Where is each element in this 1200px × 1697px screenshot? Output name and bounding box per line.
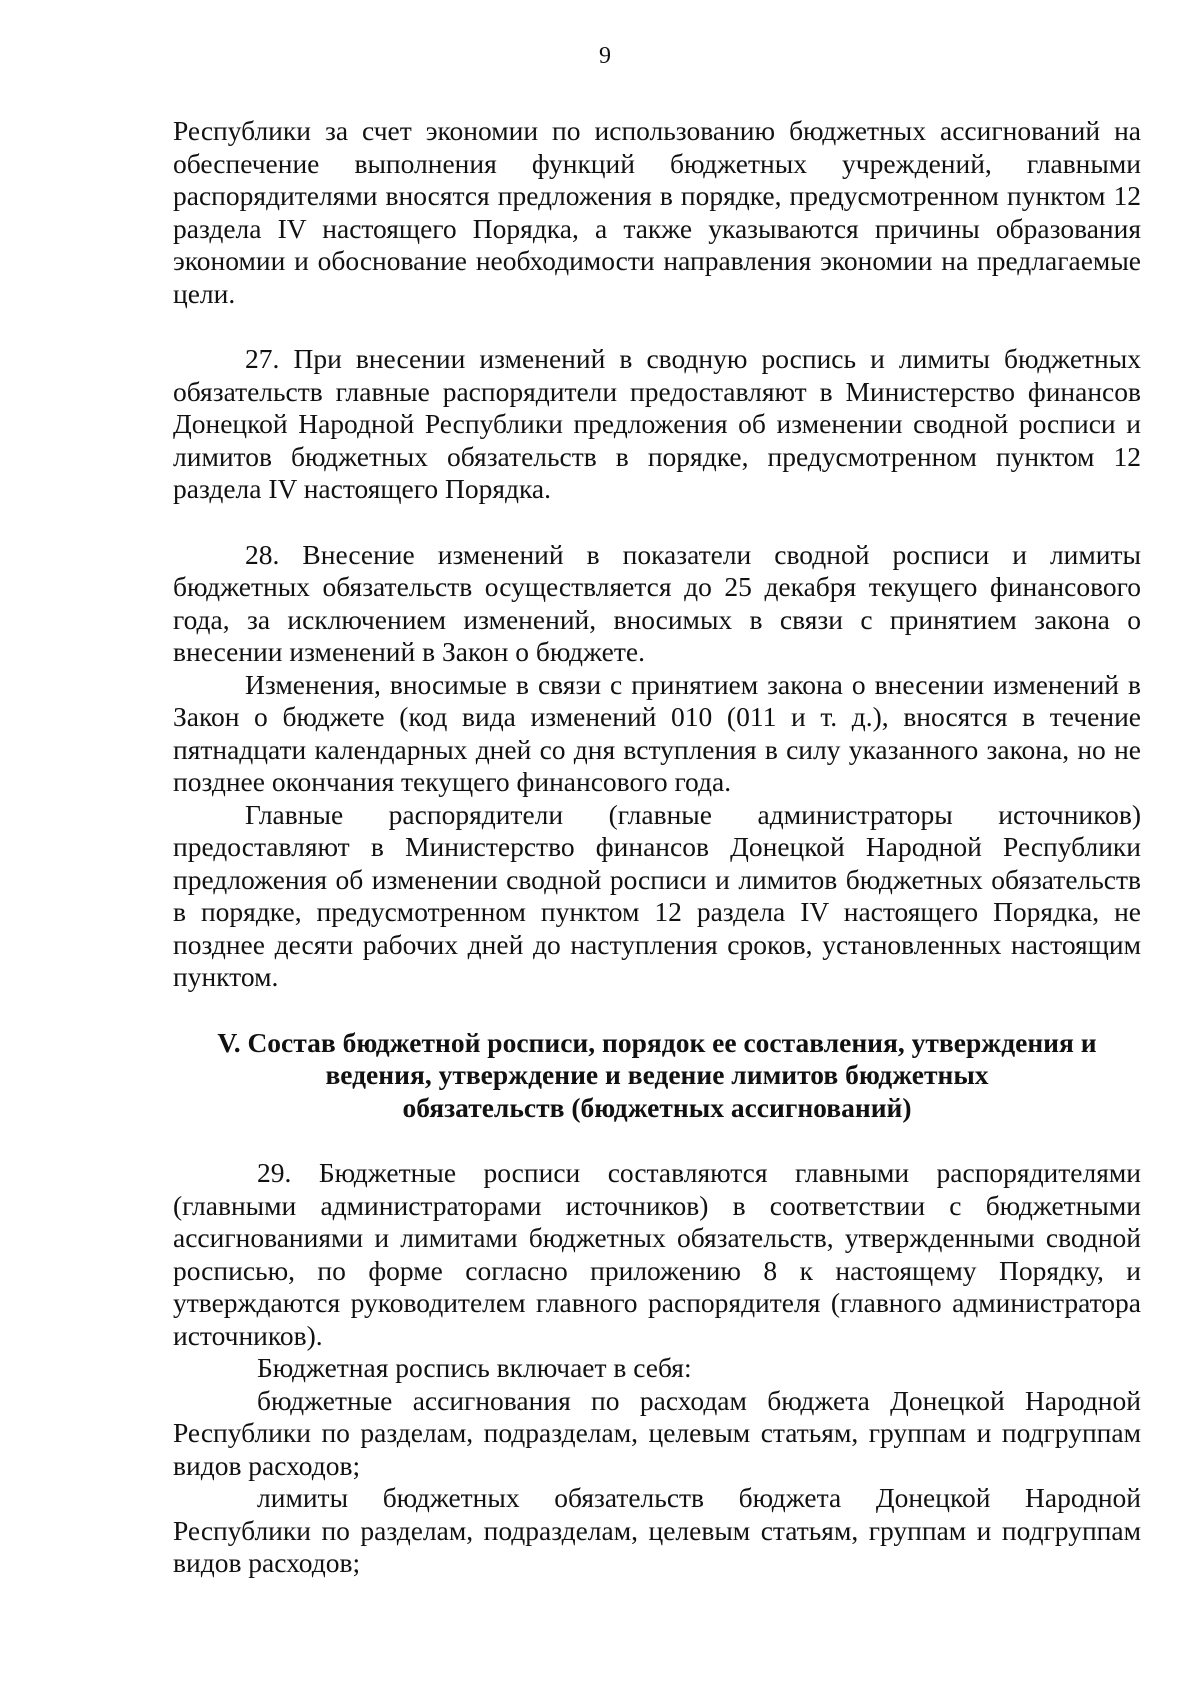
page-number: 9	[599, 43, 611, 69]
paragraph-27: 27. При внесении изменений в сводную роспись и лимиты бюджетных обязательств главные распорядители предоставляют в Министерство финансов Донецкой Народной Республики предложения об изменении сводной росписи и лимитов бюджетных обязательств в порядке, предусмотренном пунктом 12 раздела IV настоящего Порядка.	[173, 343, 1141, 504]
paragraph-28-changes: Изменения, вносимые в связи с принятием закона о внесении изменений в Закон о бюджете (код вида изменений 010 (011 и т. д.), вносятся в течение пятнадцати календарных дней со дня вступления в силу указанного закона, но не позднее окончания текущего финансового года.	[173, 668, 1141, 797]
section-heading-line-2: ведения, утверждение и ведение лимитов бюджетных	[325, 1059, 989, 1090]
paragraph-29-appropriations: бюджетные ассигнования по расходам бюджета Донецкой Народной Республики по разделам, подразделам, целевым статьям, группам и подгруппам видов расходов;	[173, 1384, 1141, 1481]
paragraph-29: 29. Бюджетные росписи составляются главными распорядителями (главными администраторами источников) в соответствии с бюджетными ассигнованиями и лимитами бюджетных обязательств, утвержденными сводной росписью, по форме согласно приложению 8 к настоящему Порядку, и утверждаются руководителем главного распорядителя (главного администратора источников).	[173, 1157, 1141, 1351]
document-body	[173, 115, 1141, 1580]
section-heading-line-1: V. Состав бюджетной росписи, порядок ее составления, утверждения и	[217, 1026, 1097, 1058]
paragraph-29-includes: Бюджетная роспись включает в себя:	[257, 1352, 692, 1383]
paragraph-28: 28. Внесение изменений в показатели сводной росписи и лимиты бюджетных обязательств осуществляется до 25 декабря текущего финансового года, за исключением изменений, вносимых в связи с принятием закона о внесении изменений в Закон о бюджете.	[173, 538, 1141, 667]
section-heading-line-3: обязательств (бюджетных ассигнований)	[402, 1091, 912, 1123]
paragraph-29-limits: лимиты бюджетных обязательств бюджета Донецкой Народной Республики по разделам, подразделам, целевым статьям, группам и подгруппам видов расходов;	[173, 1482, 1141, 1578]
paragraph-28-main-managers: Главные распорядители (главные администраторы источников) предоставляют в Министерство финансов Донецкой Народной Республики предложения об изменении сводной росписи и лимитов бюджетных обязательств в порядке, предусмотренном пунктом 12 раздела IV настоящего Порядка, не позднее десяти рабочих дней до наступления сроков, установленных настоящим пунктом.	[173, 798, 1141, 992]
paragraph-continuation: Республики за счет экономии по использованию бюджетных ассигнований на обеспечение выполнения функций бюджетных учреждений, главными распорядителями вносятся предложения в порядке, предусмотренном пунктом 12 раздела IV настоящего Порядка, а также указываются причины образования экономии и обоснование необходимости направления экономии на предлагаемые цели.	[173, 115, 1141, 309]
section-heading	[173, 1027, 1141, 1125]
